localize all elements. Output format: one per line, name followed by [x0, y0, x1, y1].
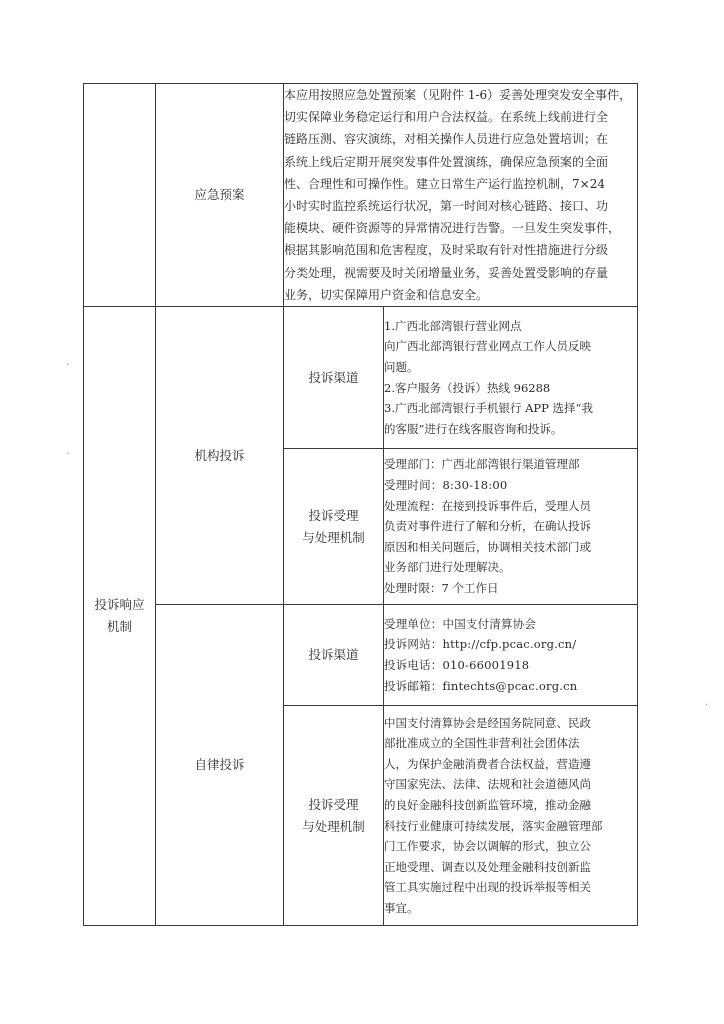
self-handling-text — [384, 706, 638, 926]
handling-line: 的良好金融科技创新监管环境，推动金融 — [384, 797, 591, 812]
handling-line: 部批准成立的全国性非营利社会团体法 — [384, 736, 580, 751]
handling-label-line: 与处理机制 — [302, 529, 365, 545]
handling-line: 处理时限：7 个工作日 — [384, 581, 499, 596]
emergency-text — [284, 84, 638, 307]
self-channel-row — [84, 605, 638, 706]
complaint-label-line: 机制 — [106, 619, 132, 635]
inst-channel-row — [84, 307, 638, 449]
complaint-label-line: 投诉响应 — [94, 597, 145, 613]
emergency-line: 分类处理，视需要及时关闭增量业务，妥善处置受影响的存量 — [284, 265, 609, 280]
emergency-blank-cell — [84, 84, 156, 307]
emergency-line: 小时实时监控系统运行状况，第一时间对核心链路、接口、功 — [284, 199, 609, 214]
handling-line: 受理部门：广西北部湾银行渠道管理部 — [384, 457, 580, 472]
handling-line: 管工具实施过程中出现的投诉举报等相关 — [384, 880, 591, 895]
emergency-line: 能模块、硬件资源等的异常情况进行告警。一旦发生突发事件， — [284, 221, 621, 236]
handling-label-line: 投诉受理 — [308, 507, 359, 523]
emergency-line: 切实保障业务稳定运行和用户合法权益。在系统上线前进行全 — [284, 110, 609, 125]
emergency-line: 根据其影响范围和危害程度，及时采取有针对性措施进行分级 — [284, 243, 609, 258]
channel-line: 向广西北部湾银行营业网点工作人员反映 — [384, 339, 591, 354]
self-channel-label: 投诉渠道 — [284, 605, 384, 706]
handling-line: 门工作要求，协会以调解的形式，独立公 — [384, 839, 591, 854]
handling-line: 科技行业健康可持续发展，落实金融管理部 — [384, 818, 603, 833]
handling-line: 中国支付清算协会是经国务院同意、民政 — [384, 715, 591, 730]
inst-channel-label: 投诉渠道 — [284, 307, 384, 449]
institution-complaint-label: 机构投诉 — [156, 307, 284, 605]
handling-line: 原因和相关问题后，协调相关技术部门或 — [384, 539, 591, 554]
handling-line: 业务部门进行处理解决。 — [384, 560, 511, 575]
channel-line: 3.广西北部湾银行手机银行 APP 选择“我 — [384, 401, 593, 416]
handling-line: 正地受理、调查以及处理金融科技创新监 — [384, 859, 591, 874]
self-channel-text — [384, 605, 638, 706]
emergency-row — [84, 84, 638, 307]
inst-handling-text — [384, 449, 638, 605]
handling-line: 事宜。 — [384, 900, 419, 915]
handling-line: 负责对事件进行了解和分析，在确认投诉 — [384, 519, 591, 534]
channel-line: 受理单位：中国支付清算协会 — [384, 616, 537, 631]
self-discipline-complaint-label: 自律投诉 — [156, 605, 284, 926]
emergency-line: 业务，切实保障用户资金和信息安全。 — [284, 287, 489, 302]
inst-handling-label — [284, 449, 384, 605]
channel-line: 1.广西北部湾银行营业网点 — [384, 318, 522, 333]
emergency-line: 系统上线后定期开展突发事件处置演练，确保应急预案的全面 — [284, 154, 609, 169]
channel-line: 问题。 — [384, 359, 419, 374]
handling-label-line: 投诉受理 — [308, 796, 359, 812]
handling-line: 处理流程：在接到投诉事件后，受理人员 — [384, 498, 591, 513]
handling-line: 人，为保护金融消费者合法权益，营造遵 — [384, 756, 591, 771]
scan-margin-mark: - — [66, 448, 70, 459]
handling-label-line: 与处理机制 — [302, 818, 365, 834]
document-table — [83, 83, 638, 926]
channel-line: 投诉网站：http://cfp.pcac.org.cn/ — [384, 637, 577, 652]
handling-line: 守国家宪法、法律、法规和社会道德风尚 — [384, 777, 591, 792]
handling-line: 受理时间：8:30-18:00 — [384, 478, 508, 493]
channel-line: 投诉电话：010-66001918 — [384, 658, 530, 673]
self-handling-label — [284, 706, 384, 926]
emergency-label: 应急预案 — [156, 84, 284, 307]
emergency-line: 链路压测、容灾演练，对相关操作人员进行应急处置培训；在 — [284, 132, 609, 147]
channel-line: 投诉邮箱：fintechts@pcac.org.cn — [384, 678, 578, 693]
emergency-line: 性、合理性和可操作性。建立日常生产运行监控机制，7×24 — [284, 176, 605, 191]
channel-line: 2.客户服务（投诉）热线 96288 — [384, 380, 551, 395]
scan-margin-mark: · — [705, 700, 709, 711]
complaint-mechanism-label — [84, 307, 156, 926]
scan-margin-mark: · — [66, 360, 70, 371]
channel-line: 的客服”进行在线客服咨询和投诉。 — [384, 421, 563, 436]
emergency-line: 本应用按照应急处置预案（见附件 1-6）妥善处理突发安全事件， — [284, 88, 632, 102]
inst-channel-text — [384, 307, 638, 449]
